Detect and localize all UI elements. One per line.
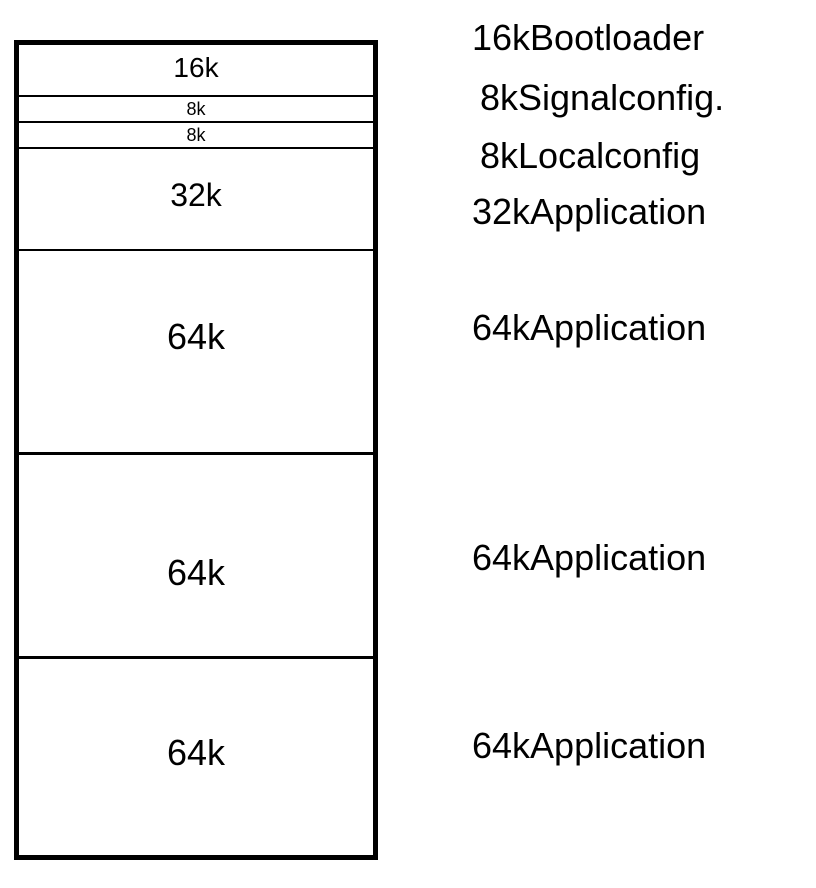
memory-map-block (14, 40, 378, 860)
label-signal-config: 8kSignalconfig. (480, 77, 725, 118)
label-bootloader: 16kBootloader (472, 17, 705, 58)
segment-size-label: 64k (166, 552, 226, 593)
segment-size-label: 8k (186, 125, 206, 145)
segment-size-label: 64k (166, 316, 226, 357)
label-application-64k-2: 64kApplication (472, 537, 707, 578)
segment-size-label: 32k (170, 177, 222, 213)
segment-32k-application (19, 149, 373, 251)
segment-64k-application-1 (19, 251, 373, 455)
segment-size-label: 16k (173, 52, 219, 83)
segment-64k-application-2 (19, 455, 373, 659)
label-application-64k-3: 64kApplication (472, 725, 707, 766)
segment-size-label: 8k (186, 99, 206, 119)
label-application-32k: 32kApplication (472, 191, 707, 232)
label-application-64k-1: 64kApplication (472, 307, 707, 348)
label-local-config: 8kLocalconfig (480, 135, 701, 176)
segment-64k-application-3 (19, 659, 373, 855)
segment-8k-signal-config (19, 97, 373, 123)
segment-8k-local-config (19, 123, 373, 149)
segment-16k-bootloader (19, 45, 373, 97)
segment-size-label: 64k (166, 732, 226, 773)
